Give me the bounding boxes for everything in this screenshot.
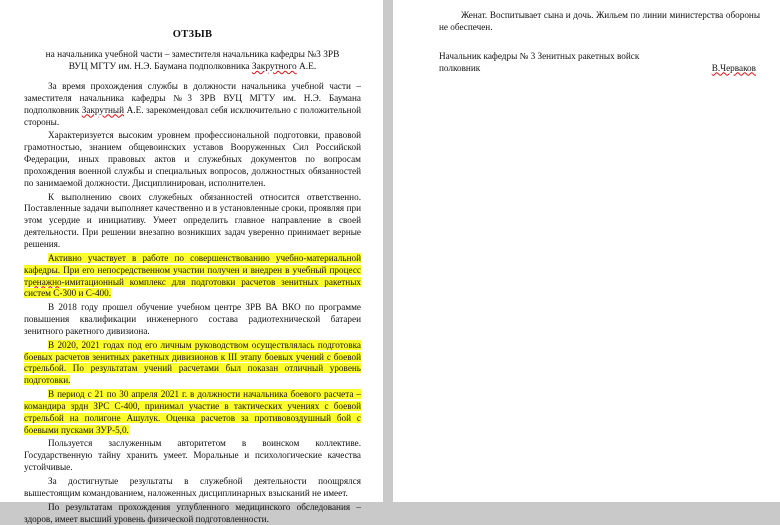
signature-block — [439, 51, 760, 74]
surname-spell-marked: Закрутный — [81, 104, 125, 115]
subtitle-line-2-prefix: ВУЦ МГТУ им. Н.Э. Баумана подполковника — [68, 62, 252, 72]
paragraph-1: За время прохождения службы в должности начальника учебной части – заместителя начальника кафедры №3 ЗРВ ВУЦ МГТУ им. Н.Э. Баумана подполковник Закрутный А.Е. зарекомендовал себя исключительно с положительной стороны. — [24, 81, 361, 127]
signature-position: Начальник кафедры № 3 Зенитных ракетных войск — [439, 51, 640, 61]
paragraph-5: В 2018 году прошел обучение учебном центре ЗРВ ВА ВКО по программе повышения квалификации инженерного состава радиотехнической батареи зенитного ракетного дивизиона. — [24, 302, 361, 336]
paragraph-3: К выполнению своих служебных обязанностей относится ответственно. Поставленные задачи выполняет качественно и в установленные сроки, проявляя при этом усердие и инициативу. Умеет определить главное направление в своей деятельности. При решении внезапно возникших задач уверенно принимает верные решения. — [24, 191, 361, 249]
paragraph-6-highlighted: В 2020, 2021 годах под его личным руководством осуществлялась подготовка боевых расчетов зенитных ракетных дивизионов к III этапу боевых учений с боевой стрельбой. По результатам учений расчетами был показан отличный уровень подготовки. — [24, 339, 361, 386]
signature-rank: полковник — [439, 62, 481, 73]
paragraph-7-highlighted: В период с 21 по 30 апреля 2021 г. в должности начальника боевого расчета – командира зрдн ЗРС С-400, принимал участие в тактических учениях с боевой стрельбой на полигоне Ашулук. Оценка расчетов за противовоздушный бой с боевыми пусками ЗУР-5,0. — [24, 389, 361, 435]
paragraph-9: За достигнутые результаты в служебной деятельности поощрялся вышестоящим командованием, наложенных дисциплинарных взысканий не имеет. — [24, 476, 361, 498]
document-page-2 — [393, 0, 780, 502]
document-title: ОТЗЫВ — [172, 29, 213, 40]
paragraph-11: Женат. Воспитывает сына и дочь. Жильем по линии министерства обороны не обеспечен. — [439, 10, 760, 32]
subtitle-line-2-suffix: А.Е. — [296, 62, 317, 72]
subtitle-line-1: на начальника учебной части – заместителя начальника кафедры №3 ЗРВ — [45, 50, 340, 60]
document-subtitle — [24, 49, 361, 73]
signature-name: В.Черваков — [711, 62, 756, 73]
subtitle-surname: Закрутного — [251, 62, 297, 72]
paragraph-10: По результатам прохождения углубленного медицинского обследования – здоров, имеет высший уровень физической подготовленности. — [24, 501, 361, 524]
document-page-1 — [0, 0, 383, 524]
paragraph-4-highlighted: Активно участвует в работе по совершенствованию учебно-материальной кафедры. При его непосредственном участии получен и внедрен в учебный процесс тренажно-имитационный комплекс для подготовки расчетов зенитных ракетных систем С-300 и С-400. — [24, 252, 361, 299]
word-spell-marked: тренажно — [24, 276, 62, 287]
paragraph-8: Пользуется заслуженным авторитетом в воинском коллективе. Государственную тайну хранить умеет. Моральные и психологические качества устойчивые. — [24, 438, 361, 473]
paragraph-2: Характеризуется высоким уровнем профессиональной подготовки, правовой грамотностью, знанием общевоинских уставов Вооруженных Сил Российской Федерации, иных правовых актов и служебных документов по вопросам прохождения военной службы и специальных вопросов, должностных обязанностей по занимаемой должности. Дисциплинирован, исполнителен. — [24, 130, 361, 188]
